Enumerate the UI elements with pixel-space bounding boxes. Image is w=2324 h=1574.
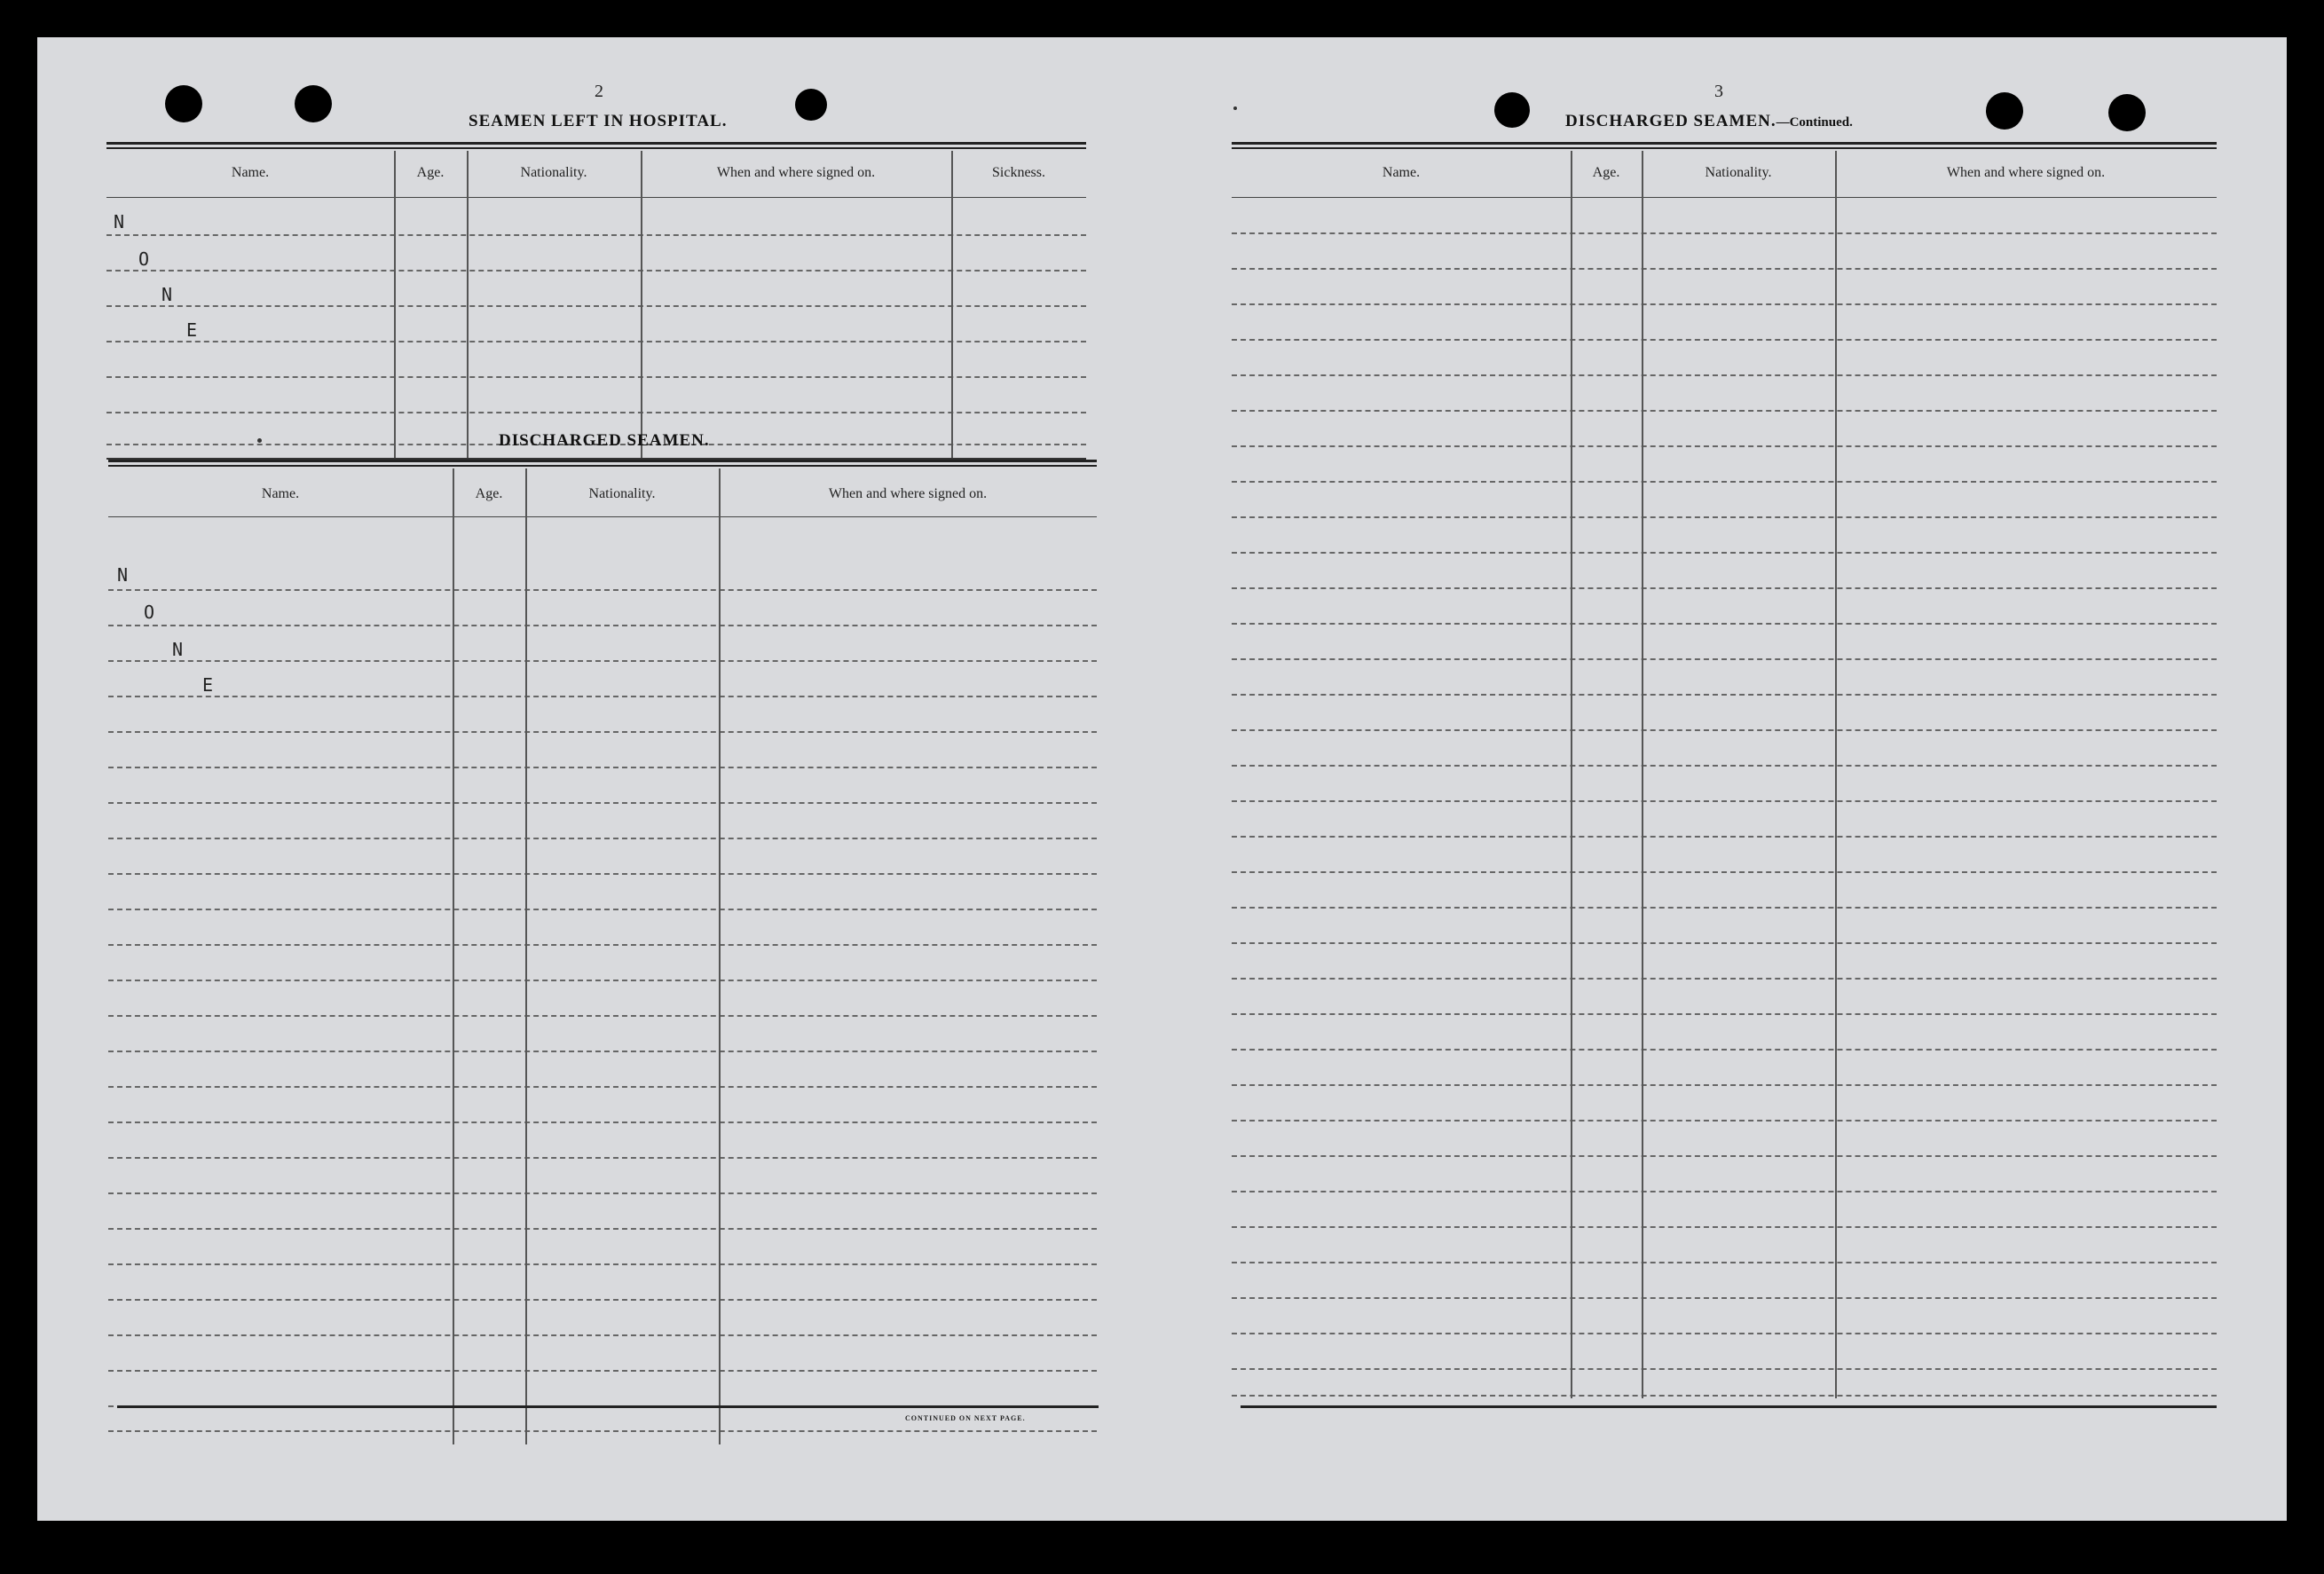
entry-letter: N xyxy=(114,211,125,232)
left-page-number: 2 xyxy=(595,82,603,101)
col-header-age: Age. xyxy=(1592,165,1620,180)
entry-letter: O xyxy=(144,602,155,623)
discharged-continued-table xyxy=(1232,142,2217,1450)
entry-letter: N xyxy=(172,639,184,660)
col-header-signed-on: When and where signed on. xyxy=(716,165,876,180)
document-sheet xyxy=(37,37,2287,1521)
col-header-sickness: Sickness. xyxy=(992,165,1045,180)
discharged-continued-title xyxy=(1565,112,1853,131)
col-header-age: Age. xyxy=(416,165,445,180)
col-header-age: Age. xyxy=(475,486,503,501)
entry-letter: N xyxy=(117,564,129,586)
punch-hole xyxy=(2108,94,2146,131)
discharged-section-title: DISCHARGED SEAMEN. xyxy=(499,431,710,450)
col-header-signed-on: When and where signed on. xyxy=(1946,165,2106,180)
entry-letter: N xyxy=(161,284,173,305)
punch-hole xyxy=(795,89,827,121)
col-header-nationality: Nationality. xyxy=(520,165,587,180)
right-page-number: 3 xyxy=(1714,82,1723,101)
col-header-signed-on: When and where signed on. xyxy=(828,486,988,501)
hospital-section-title: SEAMEN LEFT IN HOSPITAL. xyxy=(469,112,728,130)
col-header-name: Name. xyxy=(231,165,270,180)
col-header-name: Name. xyxy=(261,486,300,501)
punch-hole xyxy=(1494,92,1530,128)
punch-hole xyxy=(1986,92,2023,130)
continued-footer: CONTINUED ON NEXT PAGE. xyxy=(905,1414,1026,1422)
hospital-table xyxy=(106,142,1086,458)
discharged-continued-suffix: —Continued. xyxy=(1776,115,1853,130)
entry-letter: O xyxy=(138,248,150,270)
ink-dot xyxy=(257,438,262,443)
col-header-name: Name. xyxy=(1382,165,1421,180)
col-header-nationality: Nationality. xyxy=(1705,165,1772,180)
entry-letter: E xyxy=(186,319,198,341)
ink-dot xyxy=(1233,106,1237,110)
entry-letter: E xyxy=(202,674,214,696)
punch-hole xyxy=(165,85,202,122)
discharged-continued-title-main: DISCHARGED SEAMEN. xyxy=(1565,112,1776,130)
punch-hole xyxy=(295,85,332,122)
col-header-nationality: Nationality. xyxy=(588,486,656,501)
discharged-table xyxy=(108,460,1097,1444)
